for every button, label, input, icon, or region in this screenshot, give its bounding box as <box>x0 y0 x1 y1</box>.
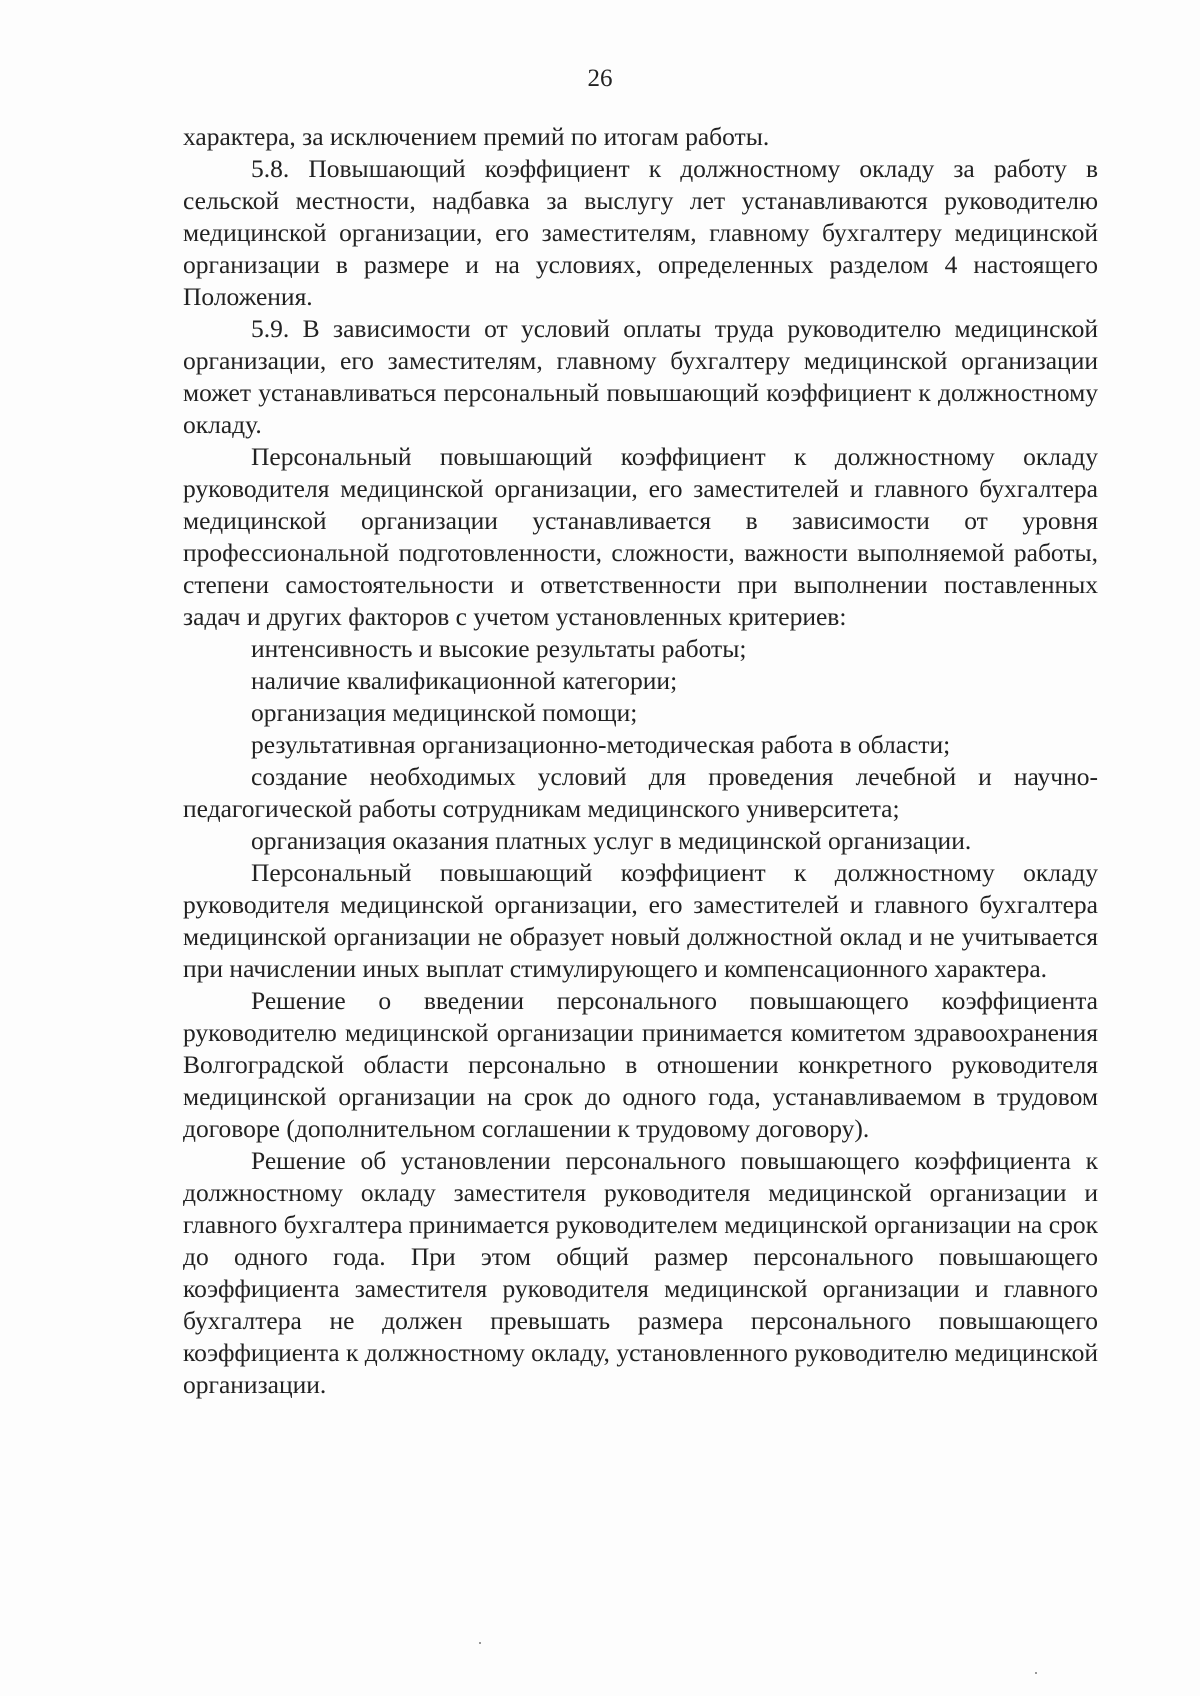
criteria-item: организация оказания платных услуг в медицинской организации. <box>251 826 972 855</box>
criteria-list <box>183 633 1098 857</box>
scan-artifact-dot <box>1035 1672 1037 1674</box>
document-body <box>183 121 1098 1401</box>
paragraph-decision-head: Решение об установлении персонального повышающего коэффициента к должностному окладу заместителя руководителя медицинской организации и главного бухгалтера принимается руководителем медицинской организации на срок до одного года. При этом общий размер персонального повышающего коэффициента заместителя руководителя медицинской организации и главного бухгалтера не должен превышать размера персонального повышающего коэффициента к должностному окладу, установленного руководителю медицинской организации. <box>183 1146 1098 1399</box>
paragraph-5-8: 5.8. Повышающий коэффициент к должностному окладу за работу в сельской местности, надбавка за выслугу лет устанавливаются руководителю медицинской организации, его заместителям, главному бухгалтеру медицинской организации в размере и на условиях, определенных разделом 4 настоящего Положения. <box>183 154 1098 311</box>
criteria-item: создание необходимых условий для проведения лечебной и научно-педагогической работы сотрудникам медицинского университета; <box>183 762 1098 823</box>
criteria-item: результативная организационно-методическая работа в области; <box>251 730 951 759</box>
paragraph-continuation: характера, за исключением премий по итогам работы. <box>183 122 770 151</box>
criteria-item: интенсивность и высокие результаты работы; <box>251 634 747 663</box>
paragraph-personal-coefficient: Персональный повышающий коэффициент к должностному окладу руководителя медицинской организации, его заместителей и главного бухгалтера медицинской организации устанавливается в зависимости от уровня профессиональной подготовленности, сложности, важности выполняемой работы, степени самостоятельности и ответственности при выполнении поставленных задач и других факторов с учетом установленных критериев: <box>183 442 1098 631</box>
paragraph-5-9: 5.9. В зависимости от условий оплаты труда руководителю медицинской организации, его заместителям, главному бухгалтеру медицинской организации может устанавливаться персональный повышающий коэффициент к должностному окладу. <box>183 314 1098 439</box>
criteria-item: наличие квалификационной категории; <box>251 666 678 695</box>
scan-artifact-dot <box>479 1642 481 1644</box>
criteria-item: организация медицинской помощи; <box>251 698 638 727</box>
paragraph-decision-committee: Решение о введении персонального повышающего коэффициента руководителю медицинской организации принимается комитетом здравоохранения Волгоградской области персонально в отношении конкретного руководителя медицинской организации на срок до одного года, устанавливаемом в трудовом договоре (дополнительном соглашении к трудовому договору). <box>183 986 1098 1143</box>
paragraph-not-new-salary: Персональный повышающий коэффициент к должностному окладу руководителя медицинской организации, его заместителей и главного бухгалтера медицинской организации не образует новый должностной оклад и не учитывается при начислении иных выплат стимулирующего и компенсационного характера. <box>183 858 1098 983</box>
page-number: 26 <box>587 65 613 92</box>
